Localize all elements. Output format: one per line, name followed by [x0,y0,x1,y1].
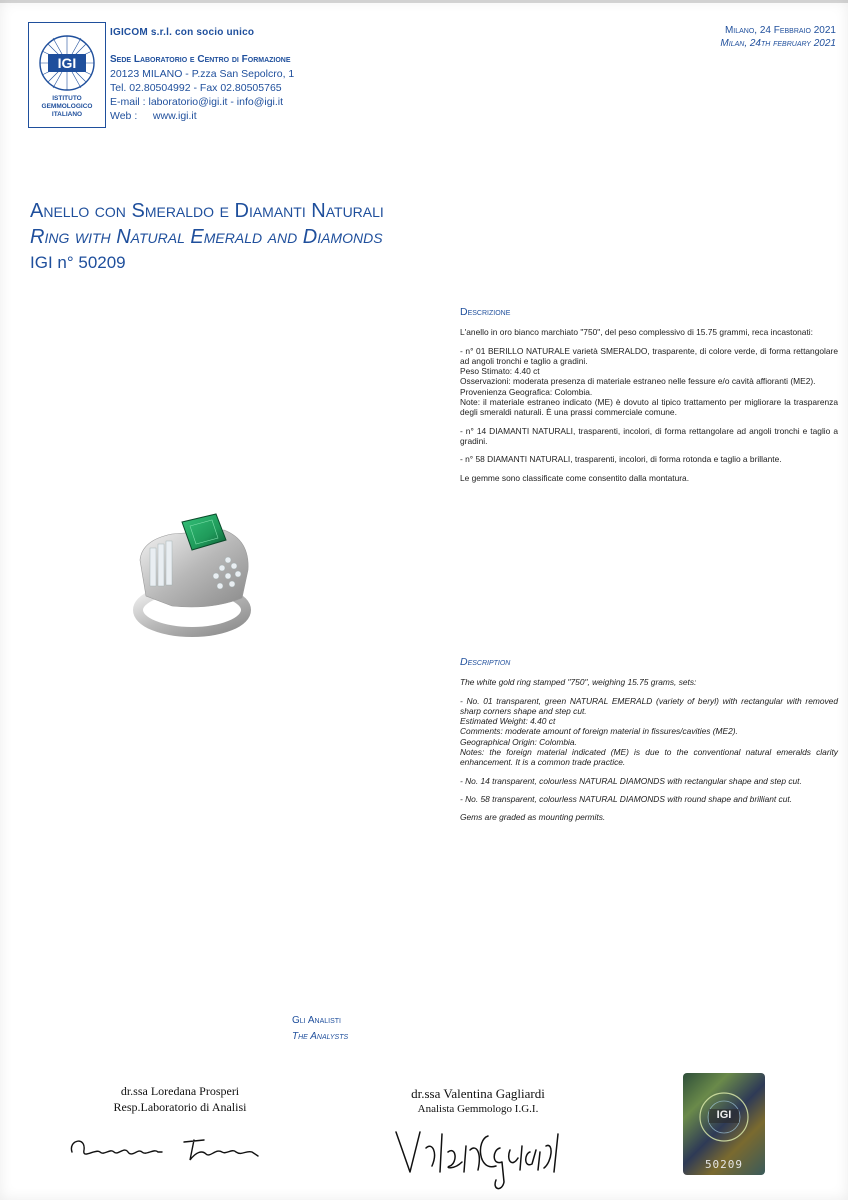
phone-line: Tel. 02.80504992 - Fax 02.80505765 [110,82,282,94]
descrizione-p2-line: - n° 01 BERILLO NATURALE varietà SMERALDO, trasparente, di colore verde, di forma rettangolare ad angoli tronchi e taglio a gradini. [460,345,838,366]
descrizione-p4: - n° 58 DIAMANTI NATURALI, trasparenti, incolori, di forma rotonda e taglio a brillante. [460,454,782,465]
analysts-english: The Analysts [292,1031,349,1042]
description-heading: Description [460,656,511,668]
web-link[interactable]: www.igi.it [152,110,197,122]
company-text: IGICOM s.r.l. con socio unico [110,27,255,38]
analyst-1-role: Resp.Laboratorio di Analisi [113,1100,247,1114]
title-italian: Anello con Smeraldo e Diamanti Naturali [30,200,384,222]
ring-photo [132,500,260,640]
logo-line-3: ITALIANO [51,111,83,118]
date-italian: Milano, 24 Febbraio 2021 [724,25,836,36]
report-title [30,198,384,276]
description-p5: Gems are graded as mounting permits. [460,812,606,823]
analysts-heading [292,1013,348,1045]
igi-logo [28,22,106,128]
web-label: Web : [110,110,138,122]
logo-line-2: GEMMOLOGICO [41,103,93,110]
description-p2-line: Notes: the foreign material indicated (ME) is due to the conventional natural emeralds clarity enhancement. It is a common trade practice. [460,747,838,768]
descrizione-p5: Le gemme sono classificate come consentito dalla montatura. [460,472,690,483]
descrizione-p1: L'anello in oro bianco marchiato "750", del peso complessivo di 15.75 grammi, reca incastonati: [460,327,813,338]
hologram-number: 50209 [704,1158,744,1171]
descrizione-p2 [460,346,838,418]
descrizione-section [460,307,838,491]
date-english: Milan, 24th february 2021 [720,38,836,49]
description-section [460,657,838,831]
description-p2 [460,696,838,768]
logo-line-1: ISTITUTO [52,95,82,102]
descrizione-p2-line: Note: il materiale estraneo indicato (ME) è dovuto al tipico trattamento per migliorare la trasparenza degli smeraldi naturali. È una prassi commerciale comune. [460,397,838,418]
analyst-2-role: Analista Gemmologo I.G.I. [417,1103,539,1115]
title-english: Ring with Natural Emerald and Diamonds [30,226,383,248]
description-p2-line: Comments: moderate amount of foreign material in fissures/cavities (ME2). [460,726,738,737]
analyst-2-block [378,1086,578,1116]
analyst-1-block [80,1083,280,1115]
description-p2-line: - No. 01 transparent, green NATURAL EMERALD (variety of beryl) with rectangular with removed sharp corners shape and step cut. [460,695,838,716]
hologram-seal [683,1073,765,1175]
hologram-acronym: IGI [716,1109,732,1121]
igi-number: IGI n° 50209 [30,253,126,272]
descrizione-p2-line: Peso Stimato: 4.40 ct [460,366,540,377]
signature-2 [392,1122,582,1194]
description-p4: - No. 58 transparent, colourless NATURAL DIAMONDS with round shape and brilliant cut. [460,793,793,804]
descrizione-p2-line: Provenienza Geografica: Colombia. [460,386,593,397]
analyst-1-name: dr.ssa Loredana Prosperi [120,1084,240,1098]
lab-title: Sede Laboratorio e Centro di Formazione [110,54,291,65]
date-block [720,24,836,50]
page-top-edge [0,0,848,3]
company-name [110,27,254,38]
descrizione-p2-line: Osservazioni: moderata presenza di materiale estraneo nelle fessure e/o cavità affioranti (ME2). [460,376,816,387]
descrizione-p3: - n° 14 DIAMANTI NATURALI, trasparenti, incolori, di forma rettangolare ad angoli tronchi e taglio a gradini. [460,425,838,446]
address-block [110,53,294,123]
description-p1: The white gold ring stamped "750", weighing 15.75 grams, sets: [460,677,697,688]
web-line [110,109,294,123]
analyst-2-name: dr.ssa Valentina Gagliardi [411,1086,545,1101]
address-line: 20123 MILANO - P.zza San Sepolcro, 1 [110,68,295,80]
description-p2-line: Estimated Weight: 4.40 ct [460,716,556,727]
analysts-italian: Gli Analisti [292,1015,341,1026]
email-line[interactable]: E-mail : laboratorio@igi.it - info@igi.it [110,96,284,108]
descrizione-heading: Descrizione [460,306,511,318]
logo-acronym: IGI [57,55,77,71]
description-p3: - No. 14 transparent, colourless NATURAL DIAMONDS with rectangular shape and step cut. [460,775,802,786]
signature-1 [66,1122,276,1172]
description-p2-line: Geographical Origin: Colombia. [460,736,577,747]
